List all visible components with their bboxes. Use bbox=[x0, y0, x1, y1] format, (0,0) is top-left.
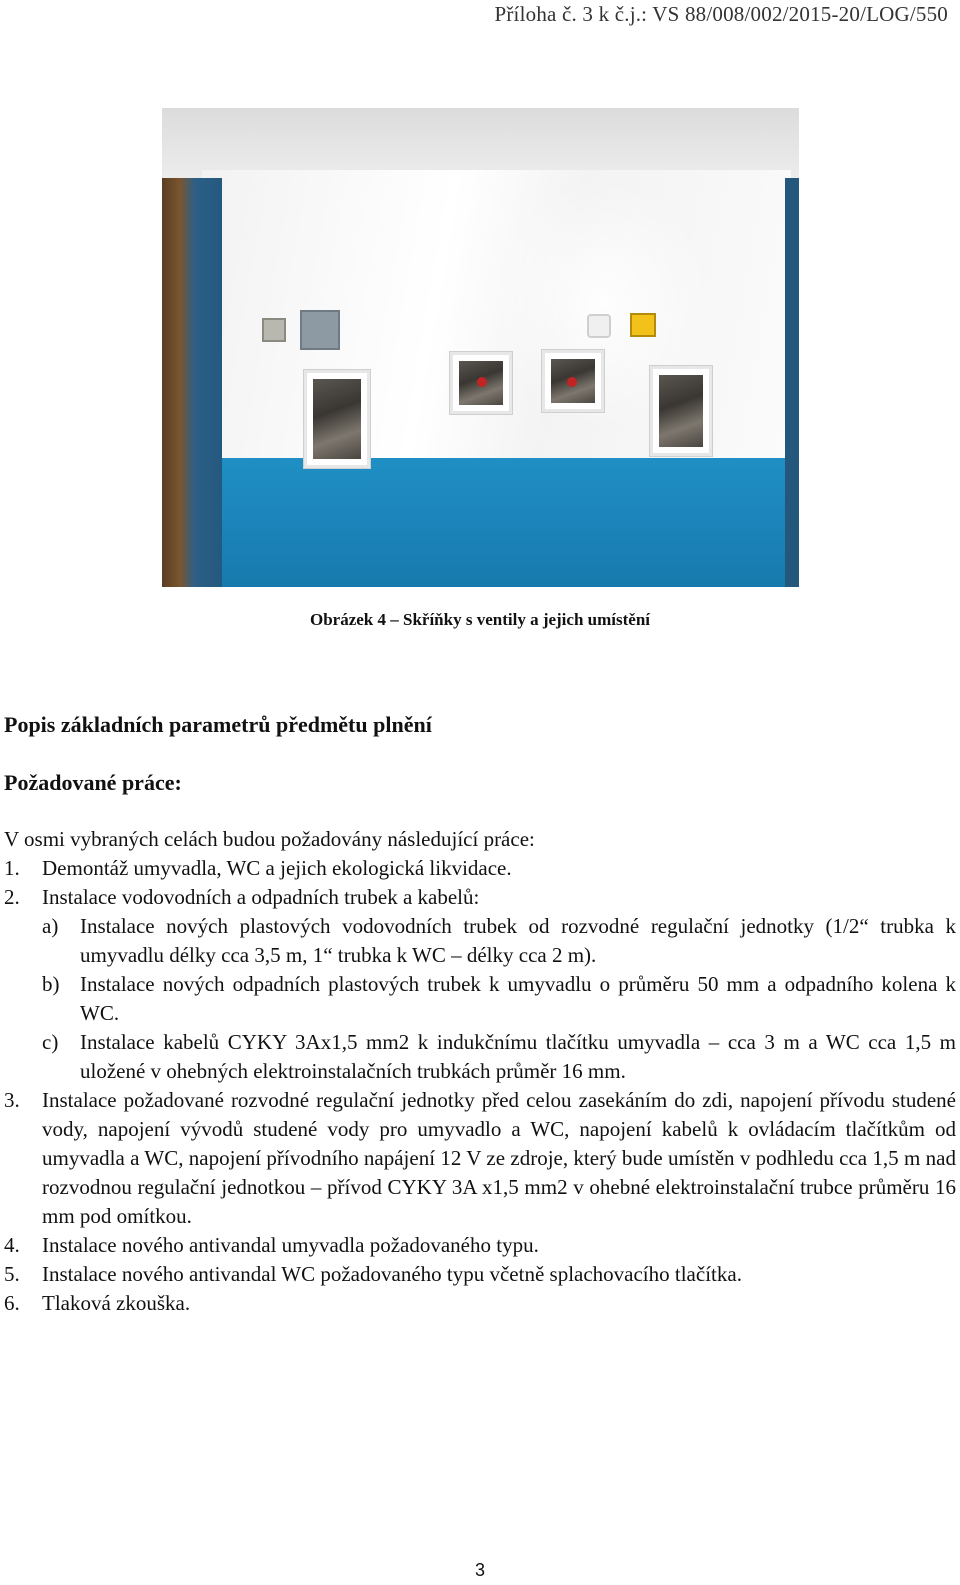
photo-niche-4 bbox=[650, 366, 712, 456]
page-number: 3 bbox=[474, 1560, 485, 1580]
photo-metal-plate bbox=[300, 310, 340, 350]
photo-light-switch bbox=[262, 318, 286, 342]
figure-caption: Obrázek 4 – Skříňky s ventily a jejich umístění bbox=[309, 610, 650, 629]
list-item-text: Instalace požadované rozvodné regulační jednotky před celou zasekáním do zdi, napojení přívodu studené vody, napojení vývodů studené vody pro umyvadlo a WC, napojení kabelů k ovládacím tlačítkům od umyvadla a WC, napojení přívodního napájení 12 V ze zdroje, který bude umístěn v podhledu cca 1,5 m nad rozvodnou regulační jednotkou – přívod CYKY 3A x1,5 mm2 v ohebné elektroinstalační trubce průměru 16 mm pod omítkou. bbox=[42, 1088, 956, 1228]
photo-niche-3 bbox=[542, 350, 604, 412]
photo-door bbox=[162, 178, 222, 587]
photo-wall-blue bbox=[202, 458, 791, 587]
sub-list bbox=[42, 912, 956, 1086]
list-item-1 bbox=[4, 854, 956, 883]
sub-item-letter: c) bbox=[42, 1030, 59, 1054]
requirements-list bbox=[4, 825, 956, 1318]
photo-yellow-box bbox=[630, 313, 656, 337]
sub-item-b bbox=[42, 970, 956, 1028]
photo-socket bbox=[587, 314, 611, 338]
list-item-2 bbox=[4, 883, 956, 912]
sub-item-text: Instalace nových odpadních plastových trubek k umyvadlu o průměru 50 mm a odpadního kolena k WC. bbox=[80, 972, 956, 1025]
photo-valve-boxes bbox=[162, 108, 799, 587]
photo-ceiling bbox=[162, 108, 799, 178]
list-item-4 bbox=[4, 1231, 956, 1260]
list-item-5 bbox=[4, 1260, 956, 1289]
list-item-6 bbox=[4, 1289, 956, 1318]
intro-text: V osmi vybraných celách budou požadovány následující práce: bbox=[4, 827, 535, 851]
list-item-text: Instalace nového antivandal WC požadovaného typu včetně splachovacího tlačítka. bbox=[42, 1262, 742, 1286]
document-reference: Příloha č. 3 k č.j.: VS 88/008/002/2015-20/LOG/550 bbox=[494, 2, 948, 26]
sub-item-letter: b) bbox=[42, 972, 60, 996]
sub-item-a bbox=[42, 912, 956, 970]
list-item-text: Instalace vodovodních a odpadních trubek a kabelů: bbox=[42, 885, 480, 909]
subsection-title: Požadované práce: bbox=[4, 770, 182, 795]
sub-item-letter: a) bbox=[42, 914, 59, 938]
sub-item-text: Instalace kabelů CYKY 3Ax1,5 mm2 k indukčnímu tlačítku umyvadla – cca 3 m a WC cca 1,5 m uložené v ohebných elektroinstalačních trubkách průměr 16 mm. bbox=[80, 1030, 956, 1083]
section-title: Popis základních parametrů předmětu plnění bbox=[4, 712, 432, 737]
sub-item-c bbox=[42, 1028, 956, 1086]
list-item-3 bbox=[4, 1086, 956, 1231]
sub-item-text: Instalace nových plastových vodovodních trubek od rozvodné regulační jednotky (1/2“ trubka k umyvadlu délky cca 3,5 m, 1“ trubka k WC – délky cca 2 m). bbox=[80, 914, 956, 967]
photo-niche-2 bbox=[450, 352, 512, 414]
list-item-text: Instalace nového antivandal umyvadla požadovaného typu. bbox=[42, 1233, 539, 1257]
photo-niche-1 bbox=[304, 370, 370, 468]
list-item-text: Demontáž umyvadla, WC a jejich ekologická likvidace. bbox=[42, 856, 512, 880]
list-item-number: 5. bbox=[4, 1262, 20, 1286]
list-item-number: 6. bbox=[4, 1291, 20, 1315]
photo-door-frame bbox=[785, 178, 799, 587]
list-item-number: 4. bbox=[4, 1233, 20, 1257]
list-item-number: 2. bbox=[4, 885, 20, 909]
list-item-number: 3. bbox=[4, 1088, 20, 1112]
list-item-number: 1. bbox=[4, 856, 20, 880]
list-item-text: Tlaková zkouška. bbox=[42, 1291, 191, 1315]
